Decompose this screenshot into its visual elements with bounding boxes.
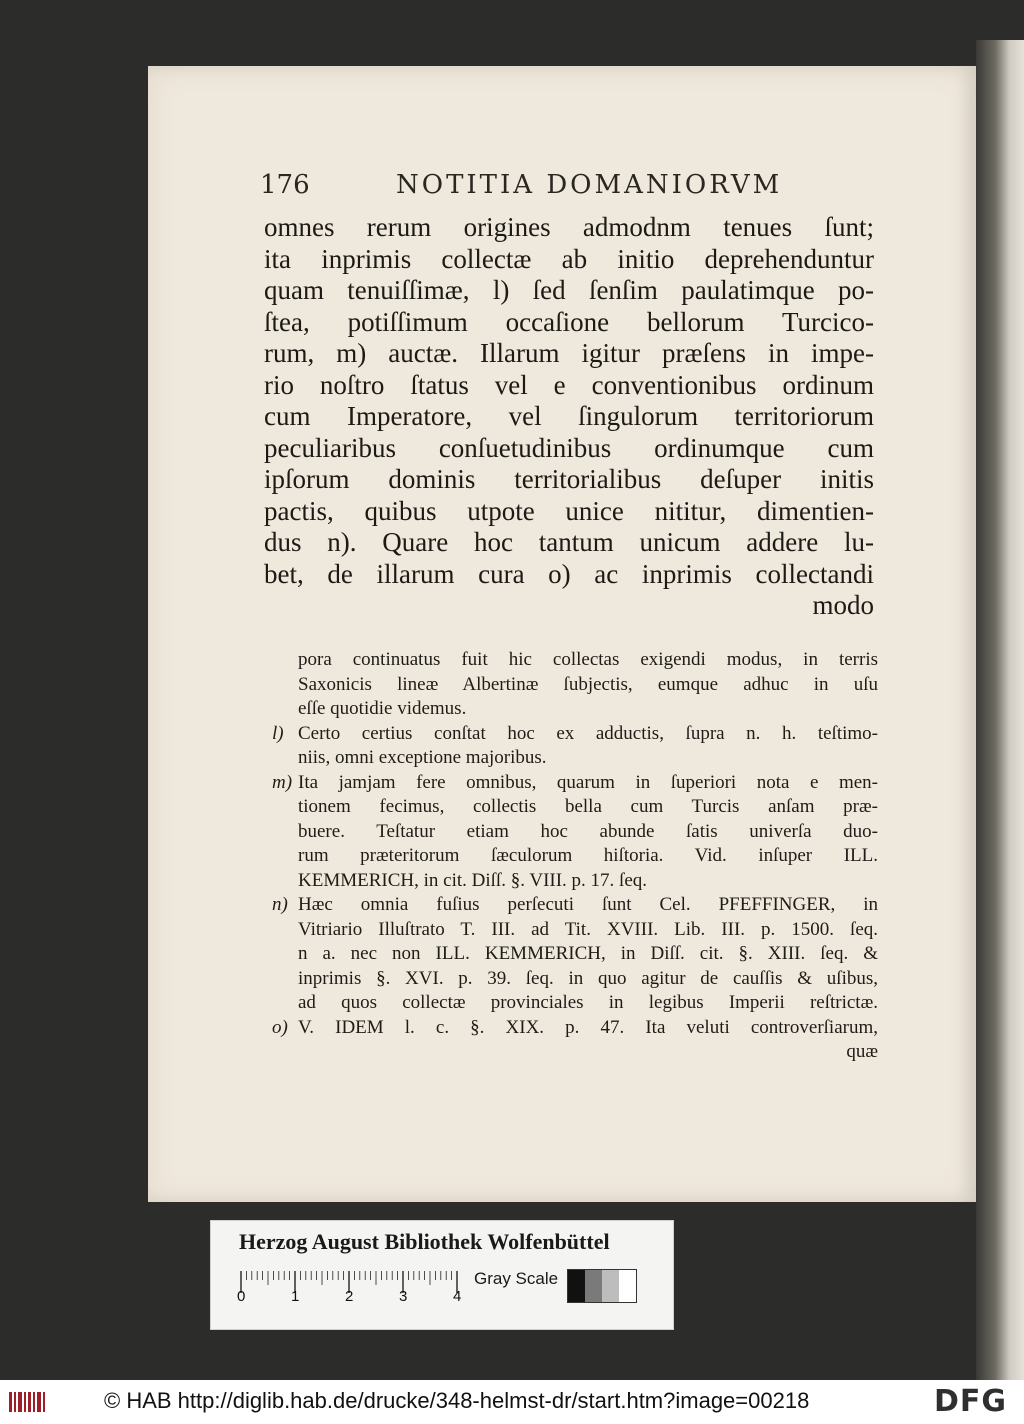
body-line: cum Imperatore, vel ſingulorum territoriorum: [264, 401, 874, 431]
page-number: 176: [260, 170, 310, 200]
dfg-logo: DFG: [934, 1384, 1008, 1419]
footnote-line: Saxonicis lineæ Albertinæ ſubjectis, eumque adhuc in uſu: [298, 673, 878, 695]
footnote-line: Ita jamjam fere omnibus, quarum in ſuperiori nota e men-: [298, 771, 878, 793]
footnote-line: tionem fecimus, collectis bella cum Turcis anſam præ-: [298, 796, 878, 817]
body-line: bet, de illarum cura o) ac inprimis collectandi: [264, 558, 874, 589]
gray-swatch: [602, 1270, 619, 1302]
footnote-line: niis, omni exceptione majoribus.: [298, 747, 547, 768]
footnote: [274, 648, 878, 722]
gray-swatch: [585, 1270, 602, 1302]
body-line: peculiaribus conſuetudinibus ordinumque cum: [264, 432, 874, 463]
footnote-line: Vitriario Illuſtrato T. III. ad Tit. XVIII. Lib. III. p. 1500. ſeq.: [298, 918, 878, 940]
ruler-label: 2: [345, 1288, 354, 1301]
body-line: rum, m) auctæ. Illarum igitur præſens in impe-: [264, 338, 874, 368]
body-text: [264, 212, 874, 622]
running-title: NOTITIA DOMANIORVM: [396, 170, 783, 200]
gray-swatch: [619, 1270, 636, 1302]
footnote-line: inprimis §. XVI. p. 39. ſeq. in quo agitur de cauſſis & uſibus,: [298, 967, 878, 989]
book-edge: [976, 40, 1024, 1380]
footnotes: [274, 648, 878, 1065]
footer: [0, 1380, 1024, 1424]
footnote-line: V. IDEM l. c. §. XIX. p. 47. Ita veluti controverſiarum,: [298, 1016, 878, 1038]
footnote-line: KEMMERICH, in cit. Diſſ. §. VIII. p. 17. ſeq.: [298, 869, 648, 891]
body-line: pactis, quibus utpote unice nititur, dimentien-: [264, 495, 874, 526]
library-name: Herzog August Bibliothek Wolfenbüttel: [239, 1229, 610, 1254]
ruler-label: 3: [399, 1288, 408, 1301]
ruler-label: 1: [291, 1288, 300, 1301]
footnote-o: [274, 1016, 878, 1041]
scale-ruler: [237, 1271, 465, 1301]
gray-swatch: [568, 1270, 585, 1302]
footnote-n: [274, 893, 878, 1016]
ruler-label: 4: [453, 1288, 462, 1301]
footnote-line: ad quos collectæ provinciales in legibus Imperii reſtrictæ.: [298, 992, 878, 1013]
ruler-label: 0: [237, 1288, 246, 1301]
body-line-catch: modo: [812, 590, 874, 620]
footnote-line: eſſe quotidie videmus.: [298, 698, 467, 719]
footnote-mark: l): [272, 722, 284, 744]
footnote-line: rum præteritorum ſæculorum hiſtoria. Vid. inſuper ILL.: [298, 845, 878, 866]
footnote-line: n a. nec non ILL. KEMMERICH, in Diſſ. cit. §. XIII. ſeq. &: [298, 943, 878, 964]
body-line: omnes rerum origines admodnm tenues ſunt;: [264, 212, 874, 242]
body-line: ita inprimis collectæ ab initio deprehenduntur: [264, 243, 874, 274]
footnote-line: pora continuatus fuit hic collectas exigendi modus, in terris: [298, 649, 878, 670]
book-page: [148, 66, 976, 1202]
body-line: ſtea, potiſſimum occaſione bellorum Turcico-: [264, 306, 874, 337]
footnote-line: Certo certius conſtat hoc ex adductis, ſupra n. h. teſtimo-: [298, 722, 878, 744]
footnote-mark: m): [272, 771, 293, 793]
gray-scale-label: Gray Scale: [474, 1269, 559, 1288]
body-line: rio noſtro ſtatus vel e conventionibus ordinum: [264, 369, 874, 400]
page-header: [260, 170, 860, 206]
catchword: quæ: [846, 1041, 878, 1062]
footnote-mark: n): [272, 894, 288, 915]
body-line: dus n). Quare hoc tantum unicum addere lu-: [264, 527, 874, 557]
footnote-l: [274, 722, 878, 771]
footnote-mark: o): [272, 1016, 288, 1038]
body-line: ipſorum dominis territorialibus deſuper initis: [264, 464, 874, 494]
body-line: quam tenuiſſimæ, l) ſed ſenſim paulatimque po-: [264, 275, 874, 305]
footnote-line: buere. Teſtatur etiam hoc abunde ſatis univerſa duo-: [298, 820, 878, 842]
footnote-m: [274, 771, 878, 894]
footnote-line: Hæc omnia fuſius perſecuti ſunt Cel. PFEFFINGER, in: [298, 894, 878, 915]
gray-scale-swatches: [567, 1269, 637, 1303]
hab-barcode-logo-icon: [8, 1390, 48, 1414]
copyright-link[interactable]: © HAB http://diglib.hab.de/drucke/348-helmst-dr/start.htm?image=00218: [104, 1388, 810, 1413]
reference-bar: [210, 1220, 674, 1330]
